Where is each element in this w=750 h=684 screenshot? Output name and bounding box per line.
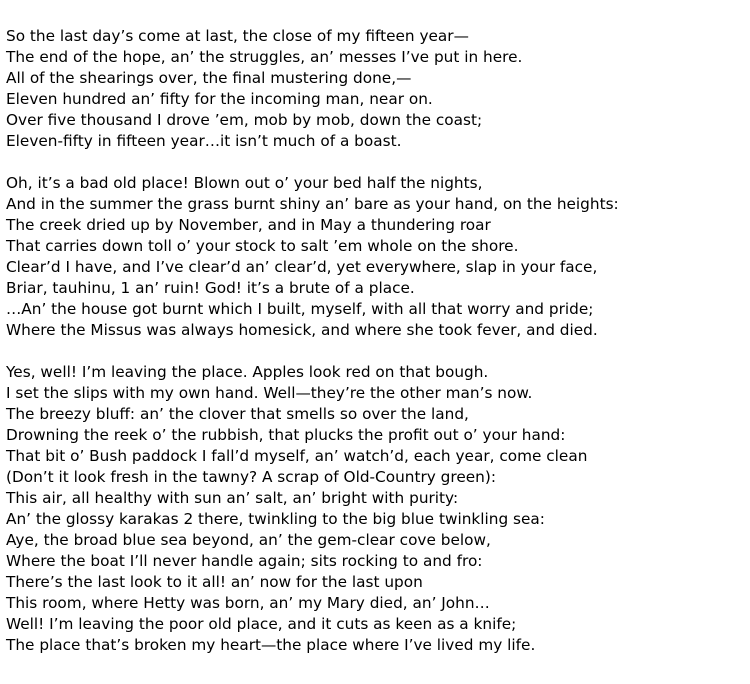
poem-line: An’ the glossy karakas 2 there, twinkling to the big blue twinkling sea: xyxy=(6,510,545,528)
poem-line: That bit o’ Bush paddock I fall’d myself, an’ watch’d, each year, come clean xyxy=(6,447,588,465)
poem-line: I set the slips with my own hand. Well—they’re the other man’s now. xyxy=(6,384,533,402)
poem-text xyxy=(6,26,746,656)
poem-line: Clear’d I have, and I’ve clear’d an’ clear’d, yet everywhere, slap in your face, xyxy=(6,258,598,276)
poem-line: Where the Missus was always homesick, and where she took fever, and died. xyxy=(6,321,598,339)
poem-line: Eleven hundred an’ fifty for the incoming man, near on. xyxy=(6,90,433,108)
stanza-3 xyxy=(6,362,746,656)
stanza-2 xyxy=(6,173,746,341)
poem-line: Well! I’m leaving the poor old place, and it cuts as keen as a knife; xyxy=(6,615,517,633)
poem-line: The creek dried up by November, and in May a thundering roar xyxy=(6,216,491,234)
poem-line: Oh, it’s a bad old place! Blown out o’ your bed half the nights, xyxy=(6,174,483,192)
poem-line: All of the shearings over, the final mustering done,— xyxy=(6,69,412,87)
poem-line: The end of the hope, an’ the struggles, an’ messes I’ve put in here. xyxy=(6,48,523,66)
poem-line: Yes, well! I’m leaving the place. Apples look red on that bough. xyxy=(6,363,489,381)
poem-line: And in the summer the grass burnt shiny an’ bare as your hand, on the heights: xyxy=(6,195,619,213)
poem-line: Briar, tauhinu, 1 an’ ruin! God! it’s a brute of a place. xyxy=(6,279,415,297)
poem-line: There’s the last look to it all! an’ now for the last upon xyxy=(6,573,423,591)
poem-line: So the last day’s come at last, the close of my fifteen year— xyxy=(6,27,469,45)
stanza-1 xyxy=(6,26,746,152)
poem-line: …An’ the house got burnt which I built, myself, with all that worry and pride; xyxy=(6,300,594,318)
poem-line: Where the boat I’ll never handle again; sits rocking to and fro: xyxy=(6,552,483,570)
poem-line: Eleven-fifty in fifteen year…it isn’t much of a boast. xyxy=(6,132,402,150)
poem-line: Drowning the reek o’ the rubbish, that plucks the profit out o’ your hand: xyxy=(6,426,566,444)
poem-line: (Don’t it look fresh in the tawny? A scrap of Old-Country green): xyxy=(6,468,496,486)
poem-line: This air, all healthy with sun an’ salt, an’ bright with purity: xyxy=(6,489,459,507)
poem-line: The place that’s broken my heart—the place where I’ve lived my life. xyxy=(6,636,536,654)
poem-line: The breezy bluff: an’ the clover that smells so over the land, xyxy=(6,405,469,423)
poem-line: Aye, the broad blue sea beyond, an’ the gem-clear cove below, xyxy=(6,531,491,549)
poem-line: Over five thousand I drove ’em, mob by mob, down the coast; xyxy=(6,111,483,129)
poem-line: That carries down toll o’ your stock to salt ’em whole on the shore. xyxy=(6,237,519,255)
poem-line: This room, where Hetty was born, an’ my Mary died, an’ John… xyxy=(6,594,490,612)
